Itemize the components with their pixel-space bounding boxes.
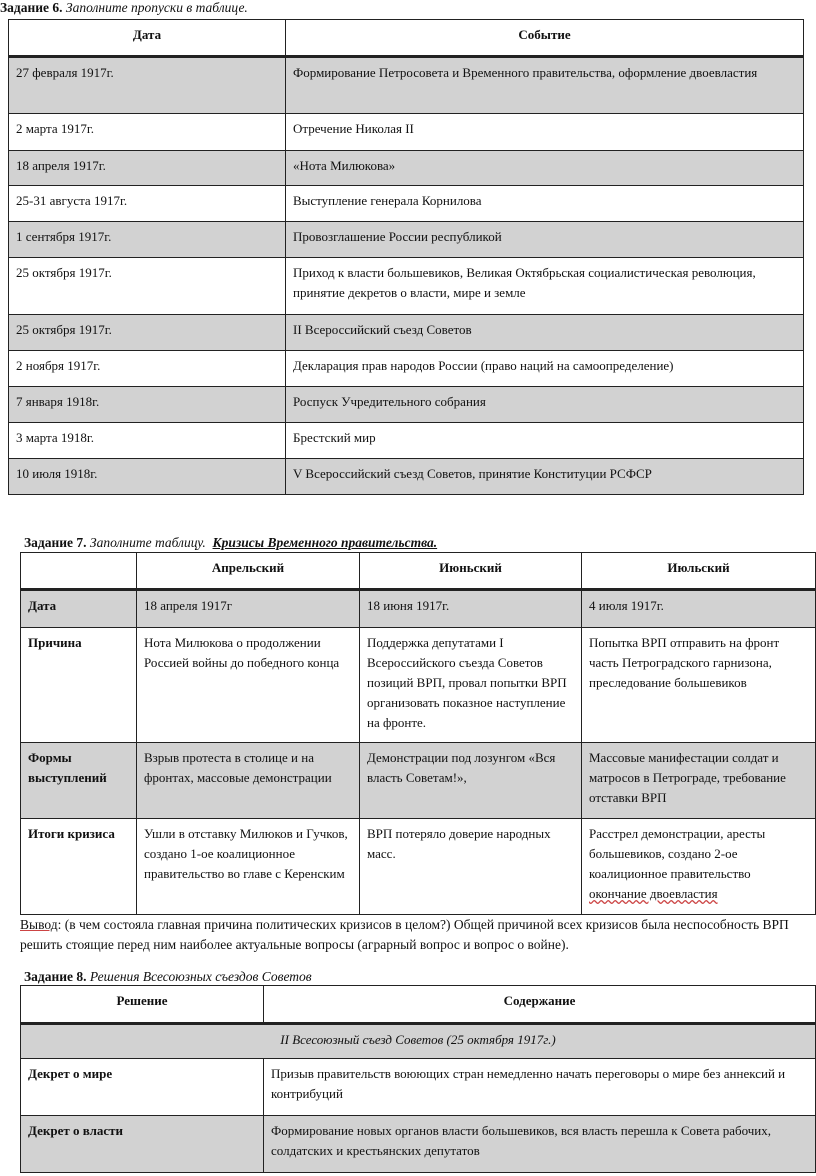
table-row: [9, 315, 804, 351]
task6-event: Отречение Николая II: [286, 114, 804, 151]
task8-section-title: II Всесоюзный съезд Советов (25 октября 1917г.): [21, 1024, 816, 1059]
task7-header-row: [21, 553, 816, 590]
table-row: [21, 1059, 816, 1116]
task7-july-result: Расстрел демонстрации, аресты большевиков, создано 2-ое коалиционное правительство: [589, 826, 766, 881]
table-row: [9, 459, 804, 495]
task6-date: 3 марта 1918г.: [9, 423, 286, 459]
task6-header-row: [9, 20, 804, 57]
task7-header-june: Июньский: [360, 553, 582, 590]
table-row: [21, 743, 816, 819]
task6-date: 2 марта 1917г.: [9, 114, 286, 151]
task8-header-decision: Решение: [21, 986, 264, 1024]
task8-decision: Декрет о власти: [21, 1116, 264, 1173]
task7-cell: Поддержка депутатами I Всероссийского съезда Советов позиций ВРП, провал попытки ВРП организовать показное наступление на фронте.: [360, 628, 582, 743]
task7-instruction: Заполните таблицу.: [89, 535, 206, 550]
task8-table: [20, 985, 816, 1173]
table-row: [9, 222, 804, 258]
task6-event: Формирование Петросовета и Временного правительства, оформление двоевластия: [286, 57, 804, 114]
table-row: [9, 258, 804, 315]
task7-cell: Взрыв протеста в столице и на фронтах, массовые демонстрации: [137, 743, 360, 819]
task6-event: II Всероссийский съезд Советов: [286, 315, 804, 351]
table-row: [9, 351, 804, 387]
task7-july-extra: окончание двоевластия: [589, 886, 718, 901]
task7-row-label: Дата: [21, 590, 137, 628]
task8-number: Задание 8.: [24, 969, 87, 984]
task6-instruction: Заполните пропуски в таблице.: [65, 0, 248, 15]
task6-date: 10 июля 1918г.: [9, 459, 286, 495]
task7-table: [20, 552, 816, 915]
task7-number: Задание 7.: [24, 535, 87, 550]
task6-event: Провозглашение России республикой: [286, 222, 804, 258]
task7-header-april: Апрельский: [137, 553, 360, 590]
table-row: [9, 57, 804, 114]
task6-title: [0, 0, 248, 16]
task7-conclusion: [20, 915, 810, 955]
task8-title: [24, 969, 312, 985]
task7-cell: 18 июня 1917г.: [360, 590, 582, 628]
table-row: [21, 1116, 816, 1173]
task6-event: V Всероссийский съезд Советов, принятие Конституции РСФСР: [286, 459, 804, 495]
task7-cell: [582, 819, 816, 915]
task6-date: 7 января 1918г.: [9, 387, 286, 423]
task8-header-row: [21, 986, 816, 1024]
task7-cell: 18 апреля 1917г: [137, 590, 360, 628]
table-row: [9, 151, 804, 186]
table-row: [9, 387, 804, 423]
task6-event: Роспуск Учредительного собрания: [286, 387, 804, 423]
task8-header-content: Содержание: [264, 986, 816, 1024]
task8-content: Призыв правительств воюющих стран немедленно начать переговоры о мире без аннексий и контрибуций: [264, 1059, 816, 1116]
table-row: [9, 186, 804, 222]
task6-table: [8, 19, 804, 495]
task7-row-label: Причина: [21, 628, 137, 743]
task7-header-july: Июльский: [582, 553, 816, 590]
table-row: [9, 423, 804, 459]
task7-cell: Демонстрации под лозунгом «Вся власть Советам!»,: [360, 743, 582, 819]
task7-cell: ВРП потеряло доверие народных масс.: [360, 819, 582, 915]
task7-cell: Нота Милюкова о продолжении Россией войны до победного конца: [137, 628, 360, 743]
task8-content: Формирование новых органов власти большевиков, вся власть перешла к Совета рабочих, солдатских и крестьянских депутатов: [264, 1116, 816, 1173]
task6-event: Декларация прав народов России (право наций на самоопределение): [286, 351, 804, 387]
table-row: [9, 114, 804, 151]
task6-header-event: Событие: [286, 20, 804, 57]
task6-date: 18 апреля 1917г.: [9, 151, 286, 186]
task6-event: Выступление генерала Корнилова: [286, 186, 804, 222]
task6-header-date: Дата: [9, 20, 286, 57]
task8-instruction: Решения Всесоюзных съездов Советов: [89, 969, 312, 984]
table-row: [21, 590, 816, 628]
task6-date: 25 октября 1917г.: [9, 315, 286, 351]
task7-cell: Массовые манифестации солдат и матросов в Петрограде, требование отставки ВРП: [582, 743, 816, 819]
task6-date: 27 февраля 1917г.: [9, 57, 286, 114]
task6-date: 1 сентября 1917г.: [9, 222, 286, 258]
task6-number: Задание 6.: [0, 0, 63, 15]
task7-row-label: Итоги кризиса: [21, 819, 137, 915]
task8-section-row: [21, 1024, 816, 1059]
task7-topic: Кризисы Временного правительства.: [212, 535, 438, 550]
task6-event: Приход к власти большевиков, Великая Октябрьская социалистическая революция, принятие декретов о власти, мире и земле: [286, 258, 804, 315]
task6-event: «Нота Милюкова»: [286, 151, 804, 186]
task7-cell: Попытка ВРП отправить на фронт часть Петроградского гарнизона, преследование большевиков: [582, 628, 816, 743]
conclusion-label: Вывод: [20, 917, 58, 932]
table-row: [21, 819, 816, 915]
table-row: [21, 628, 816, 743]
task8-decision: Декрет о мире: [21, 1059, 264, 1116]
task7-cell: 4 июля 1917г.: [582, 590, 816, 628]
task7-header-corner: [21, 553, 137, 590]
task6-date: 25-31 августа 1917г.: [9, 186, 286, 222]
conclusion-text: : (в чем состояла главная причина политических кризисов в целом?) Общей причиной всех кризисов была неспособность ВРП решить стоящие перед ним наиболее актуальные вопросы (аграрный вопрос и вопрос о войне).: [20, 917, 789, 952]
task6-date: 2 ноября 1917г.: [9, 351, 286, 387]
task7-cell: Ушли в отставку Милюков и Гучков, создано 1-ое коалиционное правительство во главе с Керенским: [137, 819, 360, 915]
task6-event: Брестский мир: [286, 423, 804, 459]
task6-date: 25 октября 1917г.: [9, 258, 286, 315]
task7-title: [24, 535, 437, 551]
task7-row-label: Формы выступлений: [21, 743, 137, 819]
